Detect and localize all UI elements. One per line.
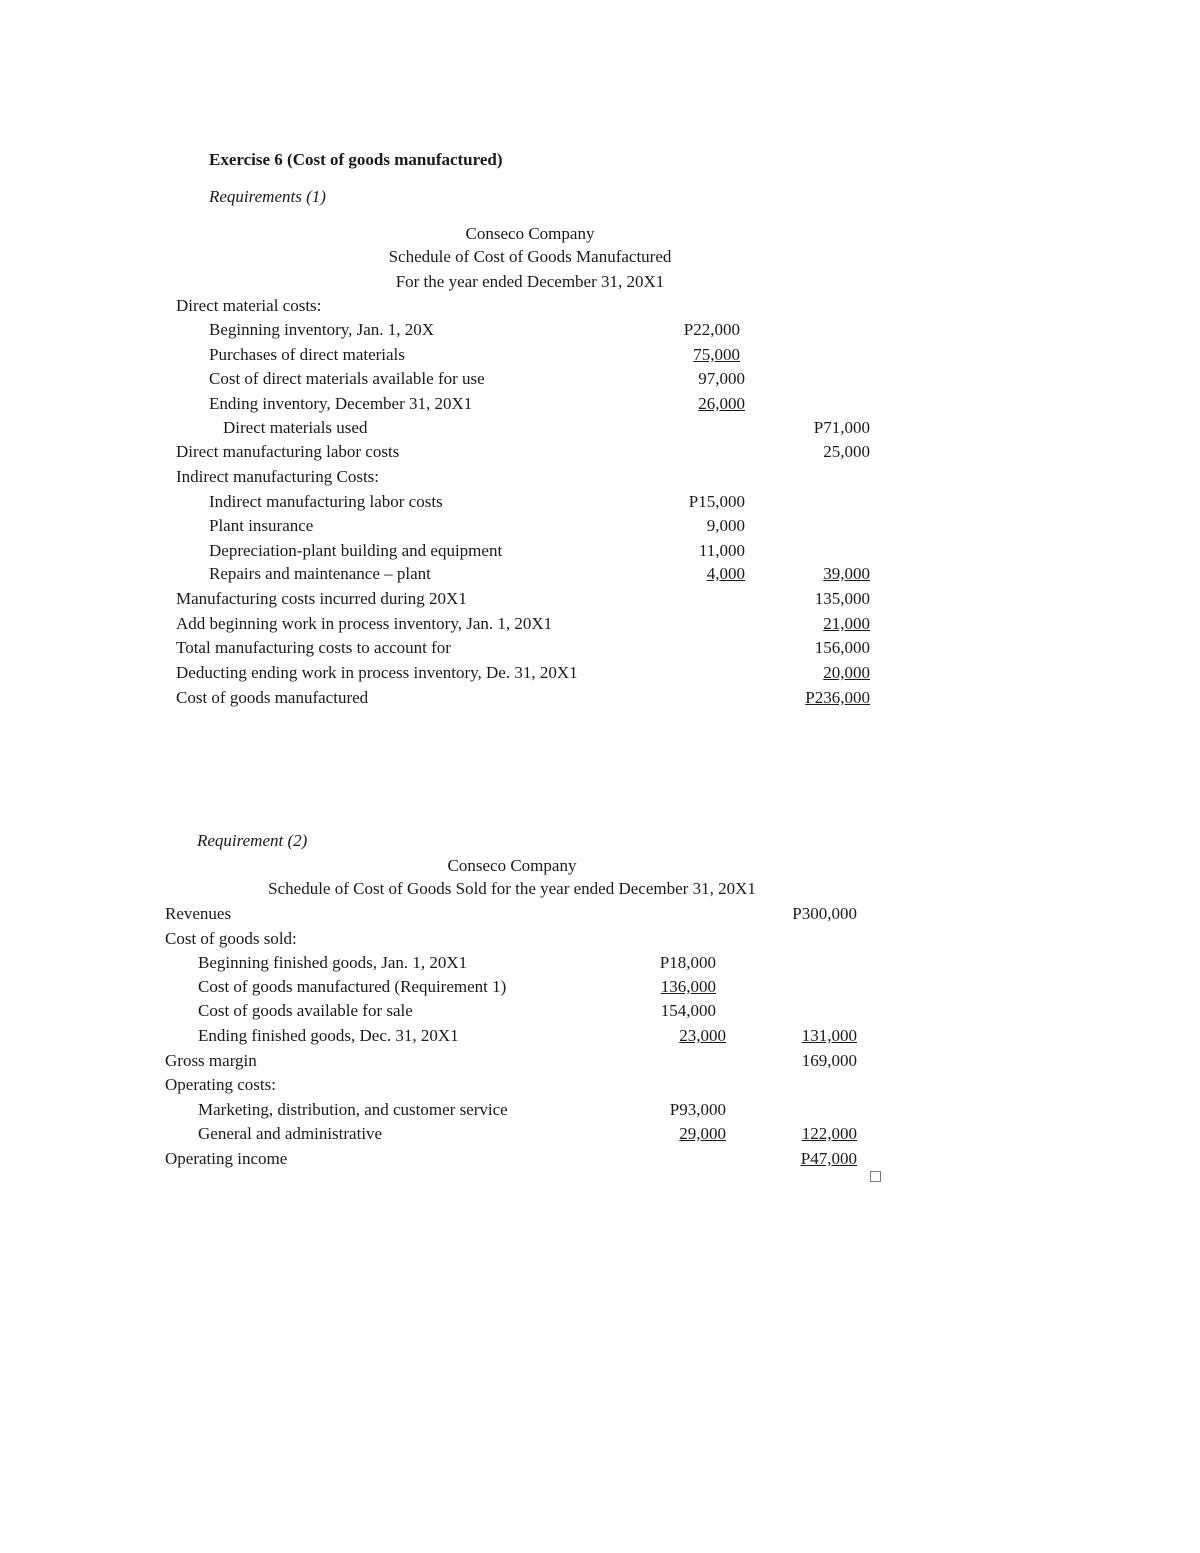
indirect-labor-label: Indirect manufacturing labor costs: [209, 492, 443, 511]
goods-available-amount: 154,000: [660, 1001, 716, 1020]
general-admin-amount: 29,000: [679, 1124, 726, 1143]
ending-inventory-label: Ending inventory, December 31, 20X1: [209, 394, 473, 413]
req1-schedule-title: Schedule of Cost of Goods Manufactured: [388, 247, 672, 266]
indirect-labor-amount: P15,000: [688, 492, 745, 511]
plant-insurance-amount: 9,000: [706, 516, 745, 535]
beginning-wip-label: Add beginning work in process inventory, Jan. 1, 20X1: [176, 614, 553, 633]
cogm-amount: P236,000: [805, 688, 870, 707]
materials-used-label: Direct materials used: [223, 418, 368, 437]
gross-margin-amount: 169,000: [801, 1051, 857, 1070]
materials-used-amount: P71,000: [813, 418, 870, 437]
total-costs-label: Total manufacturing costs to account for: [176, 638, 451, 657]
indirect-total-amount: 39,000: [823, 564, 870, 583]
beginning-inventory-amount: P22,000: [683, 320, 740, 339]
costs-incurred-amount: 135,000: [814, 589, 870, 608]
repairs-amount: 4,000: [706, 564, 745, 583]
beginning-fg-label: Beginning finished goods, Jan. 1, 20X1: [198, 953, 468, 972]
operating-income-amount: P47,000: [800, 1149, 857, 1168]
req1-period: For the year ended December 31, 20X1: [395, 272, 665, 291]
small-square-icon: [870, 1171, 881, 1182]
repairs-label: Repairs and maintenance – plant: [209, 564, 431, 583]
ending-wip-amount: 20,000: [823, 663, 870, 682]
requirement-2-label: Requirement (2): [197, 831, 308, 850]
req2-schedule-title: Schedule of Cost of Goods Sold for the year ended December 31, 20X1: [268, 879, 756, 898]
operating-income-label: Operating income: [165, 1149, 288, 1168]
purchases-amount: 75,000: [693, 345, 740, 364]
req2-company: Conseco Company: [447, 856, 577, 875]
req2-cogm-label: Cost of goods manufactured (Requirement 1): [198, 977, 507, 996]
revenues-amount: P300,000: [792, 904, 857, 923]
marketing-amount: P93,000: [669, 1100, 726, 1119]
direct-material-costs-label: Direct material costs:: [176, 296, 322, 315]
depreciation-label: Depreciation-plant building and equipment: [209, 541, 503, 560]
general-admin-label: General and administrative: [198, 1124, 383, 1143]
direct-labor-amount: 25,000: [823, 442, 870, 461]
requirement-1-label: Requirements (1): [209, 187, 326, 206]
purchases-label: Purchases of direct materials: [209, 345, 405, 364]
gross-margin-label: Gross margin: [165, 1051, 257, 1070]
operating-costs-total-amount: 122,000: [801, 1124, 857, 1143]
total-costs-amount: 156,000: [814, 638, 870, 657]
direct-labor-label: Direct manufacturing labor costs: [176, 442, 400, 461]
goods-available-label: Cost of goods available for sale: [198, 1001, 413, 1020]
cogs-total-amount: 131,000: [801, 1026, 857, 1045]
materials-available-amount: 97,000: [698, 369, 745, 388]
ending-wip-label: Deducting ending work in process inventory, De. 31, 20X1: [176, 663, 578, 682]
req1-company: Conseco Company: [465, 224, 595, 243]
cogm-label: Cost of goods manufactured: [176, 688, 369, 707]
ending-fg-amount: 23,000: [679, 1026, 726, 1045]
marketing-label: Marketing, distribution, and customer service: [198, 1100, 508, 1119]
ending-fg-label: Ending finished goods, Dec. 31, 20X1: [198, 1026, 459, 1045]
exercise-title: Exercise 6 (Cost of goods manufactured): [209, 150, 503, 169]
cogs-label: Cost of goods sold:: [165, 929, 297, 948]
req2-cogm-amount: 136,000: [660, 977, 716, 996]
plant-insurance-label: Plant insurance: [209, 516, 314, 535]
beginning-wip-amount: 21,000: [823, 614, 870, 633]
indirect-costs-label: Indirect manufacturing Costs:: [176, 467, 380, 486]
operating-costs-label: Operating costs:: [165, 1075, 276, 1094]
materials-available-label: Cost of direct materials available for use: [209, 369, 485, 388]
ending-inventory-amount: 26,000: [698, 394, 745, 413]
costs-incurred-label: Manufacturing costs incurred during 20X1: [176, 589, 467, 608]
beginning-inventory-label: Beginning inventory, Jan. 1, 20X: [209, 320, 435, 339]
depreciation-amount: 11,000: [698, 541, 745, 560]
beginning-fg-amount: P18,000: [659, 953, 716, 972]
revenues-label: Revenues: [165, 904, 232, 923]
